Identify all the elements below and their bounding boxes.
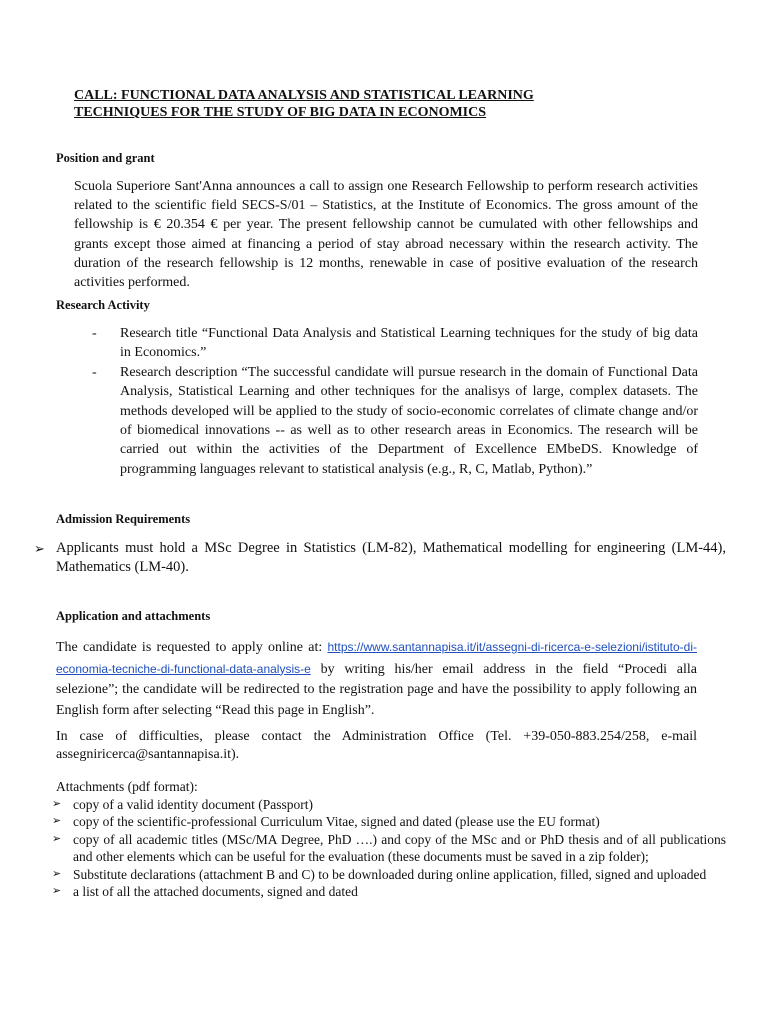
admission-heading: Admission Requirements: [56, 512, 191, 526]
document-title: [74, 87, 714, 121]
admission-text: Applicants must hold a MSc Degree in Statistics (LM-82), Mathematical modelling for engineering (LM-44), Mathematics (LM-40).: [56, 540, 726, 575]
title-line-2: TECHNIQUES FOR THE STUDY OF BIG DATA IN ECONOMICS: [74, 105, 487, 120]
application-link[interactable]: https://www.santannapisa.it/it/assegni-di-ricerca-e-selezioni/istituto-di-economia-tecniche-di-functional-data-analysis-e: [56, 640, 697, 676]
application-intro-after: by writing his/her email address in the field “Procedi alla selezione”; the candidate will be redirected to the registration page and have the possibility to apply following an English form after selecting “Read this page in English”.: [56, 661, 697, 718]
arrow-bullet-icon: ➢: [52, 832, 62, 845]
attachment-item: [52, 883, 726, 900]
attachments-label: Attachments (pdf format):: [56, 779, 198, 794]
attachments-list: [52, 796, 726, 900]
application-intro-before: The candidate is requested to apply online at:: [56, 640, 328, 655]
research-title-item: [92, 324, 698, 363]
research-description-item: [92, 363, 698, 479]
research-description-text: Research description “The successful candidate will pursue research in the domain of Functional Data Analysis, Statistical Learning and other techniques for the analisys of large, complex datasets. The methods developed will be applied to the study of socio-economic correlates of climate change and/or of biomedical innovations -- as well as to other research areas in Economics. The research will be carried out within the activities of the Department of Excellence EMbeDS. Knowledge of programming languages relevant to statistical analysis (e.g., R, C, Matlab, Python).”: [120, 364, 698, 477]
attachment-text: copy of a valid identity document (Passport): [73, 797, 313, 812]
attachment-text: copy of all academic titles (MSc/MA Degree, PhD ….) and copy of the MSc and or PhD thesis and of all publications and other elements which can be useful for the evaluation (these documents must be saved in a zip folder);: [73, 831, 726, 865]
arrow-bullet-icon: ➢: [52, 867, 62, 880]
attachment-text: copy of the scientific-professional Curriculum Vitae, signed and dated (please use the EU format): [73, 814, 600, 830]
attachment-item: [52, 831, 726, 866]
admission-list: [34, 539, 726, 577]
application-heading: Application and attachments: [56, 609, 211, 623]
attachment-item: [52, 796, 726, 813]
arrow-bullet-icon: ➢: [52, 815, 62, 828]
dash-marker: -: [92, 326, 97, 341]
title-line-1: CALL: FUNCTIONAL DATA ANALYSIS AND STATISTICAL LEARNING: [74, 88, 534, 103]
position-heading: Position and grant: [56, 151, 155, 165]
attachment-item: [52, 813, 726, 830]
arrow-bullet-icon: ➢: [34, 541, 45, 556]
research-list: [92, 324, 698, 479]
attachment-item: [52, 866, 726, 883]
attachment-text: Substitute declarations (attachment B and C) to be downloaded during online application, filled, signed and uploaded: [73, 866, 707, 882]
arrow-bullet-icon: ➢: [52, 885, 62, 898]
arrow-bullet-icon: ➢: [52, 798, 62, 810]
dash-marker: -: [92, 364, 97, 380]
research-title-text: Research title “Functional Data Analysis and Statistical Learning techniques for the study of big data in Economics.”: [120, 326, 698, 361]
research-heading: Research Activity: [56, 298, 150, 312]
attachment-text: a list of all the attached documents, signed and dated: [73, 884, 358, 900]
admission-item: [34, 539, 726, 577]
difficulties-text: In case of difficulties, please contact the Administration Office (Tel. +39-050-883.254/258, e-mail assegniricerca@santannapisa.it).: [56, 729, 697, 762]
application-intro: [56, 637, 697, 721]
position-text: Scuola Superiore Sant'Anna announces a call to assign one Research Fellowship to perform research activities related to the scientific field SECS-S/01 – Statistics, at the Institute of Economics. The gross amount of the fellowship is € 20.354 € per year. The present fellowship cannot be cumulated with other fellowships and grants except those aimed at financing a period of stay abroad necessary within the research activity. The duration of the research fellowship is 12 months, renewable in case of positive evaluation of the research activities performed.: [74, 179, 698, 291]
